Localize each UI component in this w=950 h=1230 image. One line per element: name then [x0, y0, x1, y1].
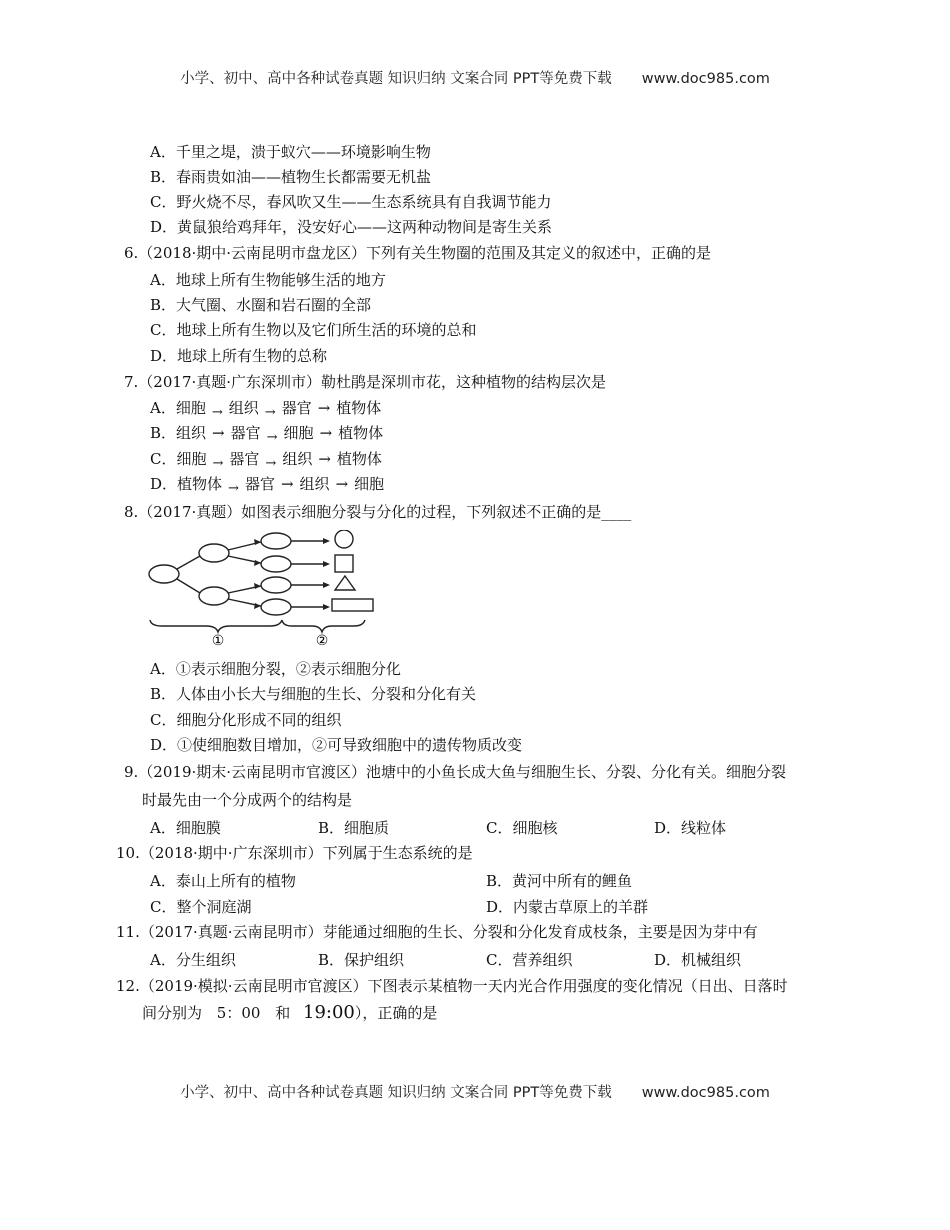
cell-ellipse	[149, 565, 179, 583]
q8-option-d: D．①使细胞数目增加，②可导致细胞中的遗传物质改变	[150, 736, 523, 754]
q9-option-b: B．细胞质	[318, 819, 390, 837]
q12-stem-line1: 12.（2019·模拟·云南昆明市官渡区）下图表示某植物一天内光合作用强度的变化情况（日出、日落时	[116, 977, 788, 995]
figure-label-1: ①	[211, 633, 225, 648]
q10-stem: 10.（2018·期中·广东深圳市）下列属于生态系统的是	[116, 844, 473, 862]
q7-a-label: A．	[150, 399, 176, 417]
arrow-icon: →	[212, 456, 224, 471]
cell-ellipse	[261, 556, 291, 572]
q6-option-d: D．地球上所有生物的总称	[150, 347, 328, 365]
q5-option-a: A．千里之堤，溃于蚁穴——环境影响生物	[150, 143, 431, 161]
cell-ellipse	[261, 577, 291, 593]
q6-option-c: C．地球上所有生物以及它们所生活的环境的总和	[150, 321, 477, 339]
q10-option-b: B．黄河中所有的鲤鱼	[486, 872, 633, 890]
q11-stem: 11.（2017·真题·云南昆明市）芽能通过细胞的生长、分裂和分化发育成枝条，主要是因为芽中有	[116, 923, 758, 941]
q11-option-c: C．营养组织	[486, 951, 573, 969]
q6-option-b: B．大气圈、水圈和岩石圈的全部	[150, 296, 372, 314]
q9-option-a: A．细胞膜	[150, 819, 221, 837]
figure-label-2: ②	[315, 633, 329, 648]
q7-b-item: 器官	[230, 424, 261, 442]
q7-d-item: 器官	[244, 475, 275, 493]
cell-ellipse	[261, 533, 291, 549]
q12-stem-post: ），正确的是	[354, 1004, 438, 1022]
q8-stem: 8.（2017·真题）如图表示细胞分裂与分化的过程，下列叙述不正确的是____	[124, 503, 632, 521]
q7-d-item: 细胞	[354, 475, 385, 493]
cell-ellipse	[199, 587, 229, 605]
q10-option-d: D．内蒙古草原上的羊群	[486, 898, 649, 916]
q9-stem-line2: 时最先由一个分成两个的结构是	[142, 791, 353, 809]
round-cell-shape	[335, 530, 353, 548]
cell-division-figure	[148, 530, 383, 648]
q10-option-c: C．整个洞庭湖	[150, 898, 252, 916]
rectangle-cell-shape	[332, 599, 373, 611]
header-title: 小学、初中、高中各种试卷真题 知识归纳 文案合同 PPT等免费下载	[180, 71, 612, 87]
q12-and: 和	[275, 1004, 291, 1022]
arrow-icon: →	[264, 405, 276, 420]
q11-option-a: A．分生组织	[150, 951, 236, 969]
q7-d-item: 植物体	[177, 475, 223, 493]
arrow-icon: →	[228, 481, 239, 496]
brace-2	[282, 620, 365, 632]
footer-title: 小学、初中、高中各种试卷真题 知识归纳 文案合同 PPT等免费下载	[180, 1085, 612, 1101]
q6-stem: 6.（2018·期中·云南昆明市盘龙区）下列有关生物圈的范围及其定义的叙述中，正确的是	[124, 244, 712, 262]
q11-option-b: B．保护组织	[318, 951, 405, 969]
q7-option-b	[150, 423, 383, 445]
arrow-icon: →	[317, 399, 331, 417]
q7-stem: 7.（2017·真题·广东深圳市）勒杜鹃是深圳市花，这种植物的结构层次是	[124, 373, 607, 391]
q11-option-d: D．机械组织	[654, 951, 742, 969]
page-header	[0, 67, 950, 88]
q7-a-item: 植物体	[336, 399, 382, 417]
q8-option-b: B．人体由小长大与细胞的生长、分裂和分化有关	[150, 685, 477, 703]
q7-a-item: 组织	[228, 399, 259, 417]
q9-option-d: D．线粒体	[654, 819, 727, 837]
q10-option-a: A．泰山上所有的植物	[150, 872, 296, 890]
arrow-icon: →	[211, 405, 223, 420]
q12-stem-line2	[142, 1003, 437, 1023]
q12-time-sunset: 19:00	[303, 1002, 355, 1023]
q7-b-label: B．	[150, 424, 177, 442]
q8-option-a: A．①表示细胞分裂，②表示细胞分化	[150, 660, 401, 678]
square-cell-shape	[335, 555, 353, 572]
cell-ellipse	[199, 544, 229, 562]
q9-stem-line1: 9.（2019·期末·云南昆明市官渡区）池塘中的小鱼长成大鱼与细胞生长、分裂、分化有关。细胞分裂	[124, 763, 787, 781]
arrow-icon: →	[280, 475, 294, 493]
q5-option-c: C．野火烧不尽，春风吹又生——生态系统具有自我调节能力	[150, 193, 552, 211]
cell-ellipse	[261, 599, 291, 615]
q12-time-sunrise: 5：00	[216, 1004, 261, 1022]
q7-option-c	[150, 449, 382, 471]
header-site: www.doc985.com	[641, 71, 770, 87]
q7-a-item: 器官	[281, 399, 312, 417]
q12-stem-pre: 间分别为	[142, 1004, 203, 1022]
brace-1	[150, 620, 282, 632]
footer-site: www.doc985.com	[641, 1085, 770, 1101]
q5-option-d: D．黄鼠狼给鸡拜年，没安好心——这两种动物间是寄生关系	[150, 218, 553, 236]
arrow-icon: →	[212, 424, 225, 442]
arrow-icon: →	[265, 456, 277, 471]
q8-option-c: C．细胞分化形成不同的组织	[150, 711, 342, 729]
q7-d-label: D．	[150, 475, 178, 493]
q7-a-item: 细胞	[175, 399, 206, 417]
q9-option-c: C．细胞核	[486, 819, 558, 837]
arrow-icon: →	[335, 475, 349, 493]
q7-c-item: 植物体	[336, 450, 382, 468]
q7-option-a	[150, 398, 381, 420]
q7-c-item: 细胞	[176, 450, 207, 468]
arrow-icon: →	[318, 450, 331, 468]
q7-option-d	[150, 474, 384, 496]
q5-option-b: B．春雨贵如油——植物生长都需要无机盐	[150, 168, 432, 186]
q7-b-item: 细胞	[283, 424, 314, 442]
q7-d-item: 组织	[299, 475, 330, 493]
page-footer	[0, 1081, 950, 1102]
arrow-icon: →	[266, 430, 278, 445]
q7-c-label: C．	[150, 450, 177, 468]
q6-option-a: A．地球上所有生物能够生活的地方	[150, 271, 386, 289]
q7-b-item: 组织	[176, 424, 207, 442]
q7-c-item: 组织	[282, 450, 313, 468]
q7-b-item: 植物体	[338, 424, 384, 442]
triangle-cell-shape	[335, 576, 355, 590]
q7-c-item: 器官	[229, 450, 260, 468]
arrow-icon: →	[319, 424, 333, 442]
